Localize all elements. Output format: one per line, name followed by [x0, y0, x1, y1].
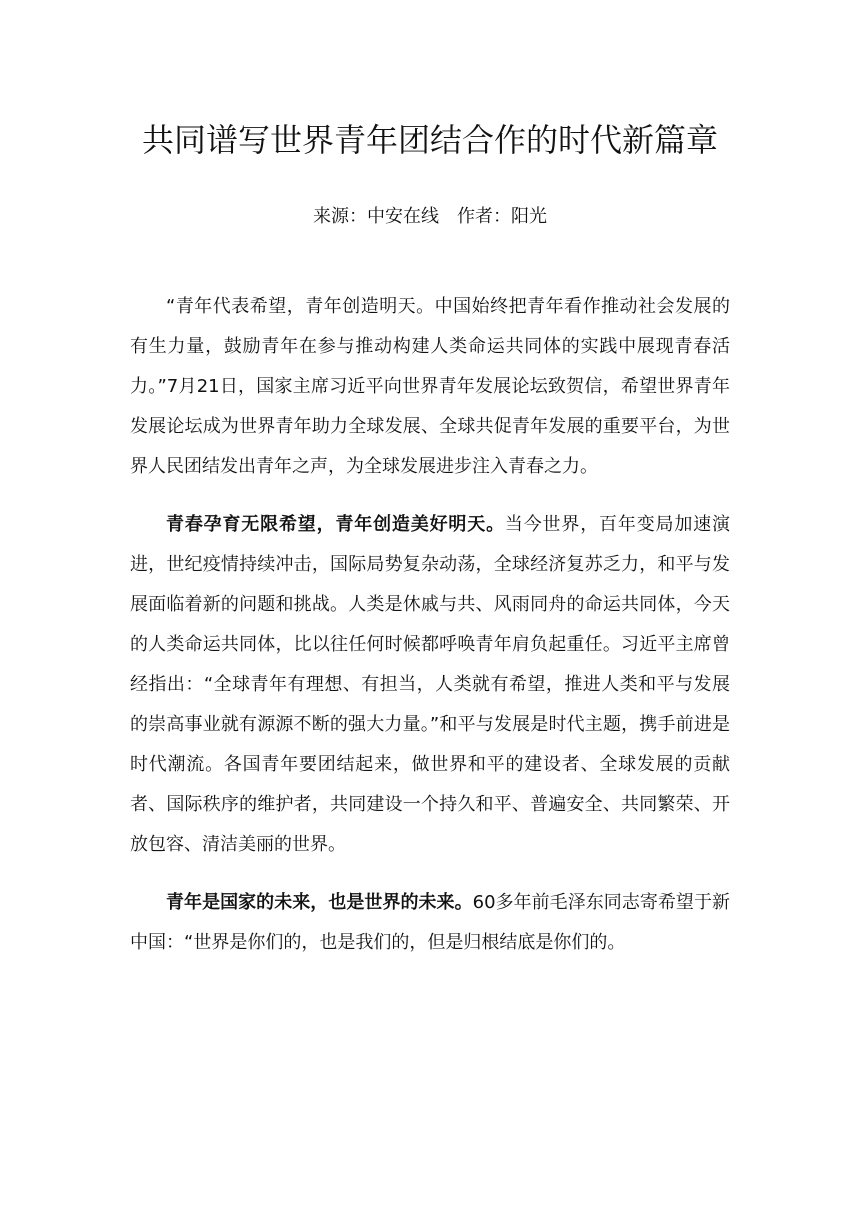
paragraph-3	[130, 883, 730, 963]
paragraph-2-lead: 青春孕育无限希望，青年创造美好明天。	[166, 514, 505, 535]
paragraph-2	[130, 505, 730, 865]
source-label: 来源：中安在线	[313, 206, 439, 227]
article-byline	[60, 203, 800, 231]
paragraph-1	[130, 287, 730, 487]
article-title: 共同谱写世界青年团结合作的时代新篇章	[141, 121, 718, 159]
paragraph-1-text: “青年代表希望，青年创造明天。中国始终把青年看作推动社会发展的有生力量，鼓励青年在参与推动构建人类命运共同体的实践中展现青春活力。”7月21日，国家主席习近平向世界青年发展论坛致贺信，希望世界青年发展论坛成为世界青年助力全球发展、全球共促青年发展的重要平台，为世界人民团结发出青年之声，为全球发展进步注入青春之力。	[130, 296, 730, 477]
article-body	[130, 287, 730, 981]
paragraph-3-text: 60多年前毛泽东同志寄希望于新中国：“世界是你们的，也是我们的，但是归根结底是你们的。	[130, 892, 731, 953]
paragraph-2-text: 当今世界，百年变局加速演进，世纪疫情持续冲击，国际局势复杂动荡，全球经济复苏乏力，和平与发展面临着新的问题和挑战。人类是休戚与共、风雨同舟的命运共同体，今天的人类命运共同体，比以往任何时候都呼唤青年肩负起重任。习近平主席曾经指出：“全球青年有理想、有担当，人类就有希望，推进人类和平与发展的崇高事业就有源源不断的强大力量。”和平与发展是时代主题，携手前进是时代潮流。各国青年要团结起来，做世界和平的建设者、全球发展的贡献者、国际秩序的维护者，共同建设一个持久和平、普遍安全、共同繁荣、开放包容、清洁美丽的世界。	[130, 514, 731, 855]
author-label: 作者：阳光	[457, 206, 547, 227]
paragraph-3-lead: 青年是国家的未来，也是世界的未来。	[166, 892, 473, 913]
